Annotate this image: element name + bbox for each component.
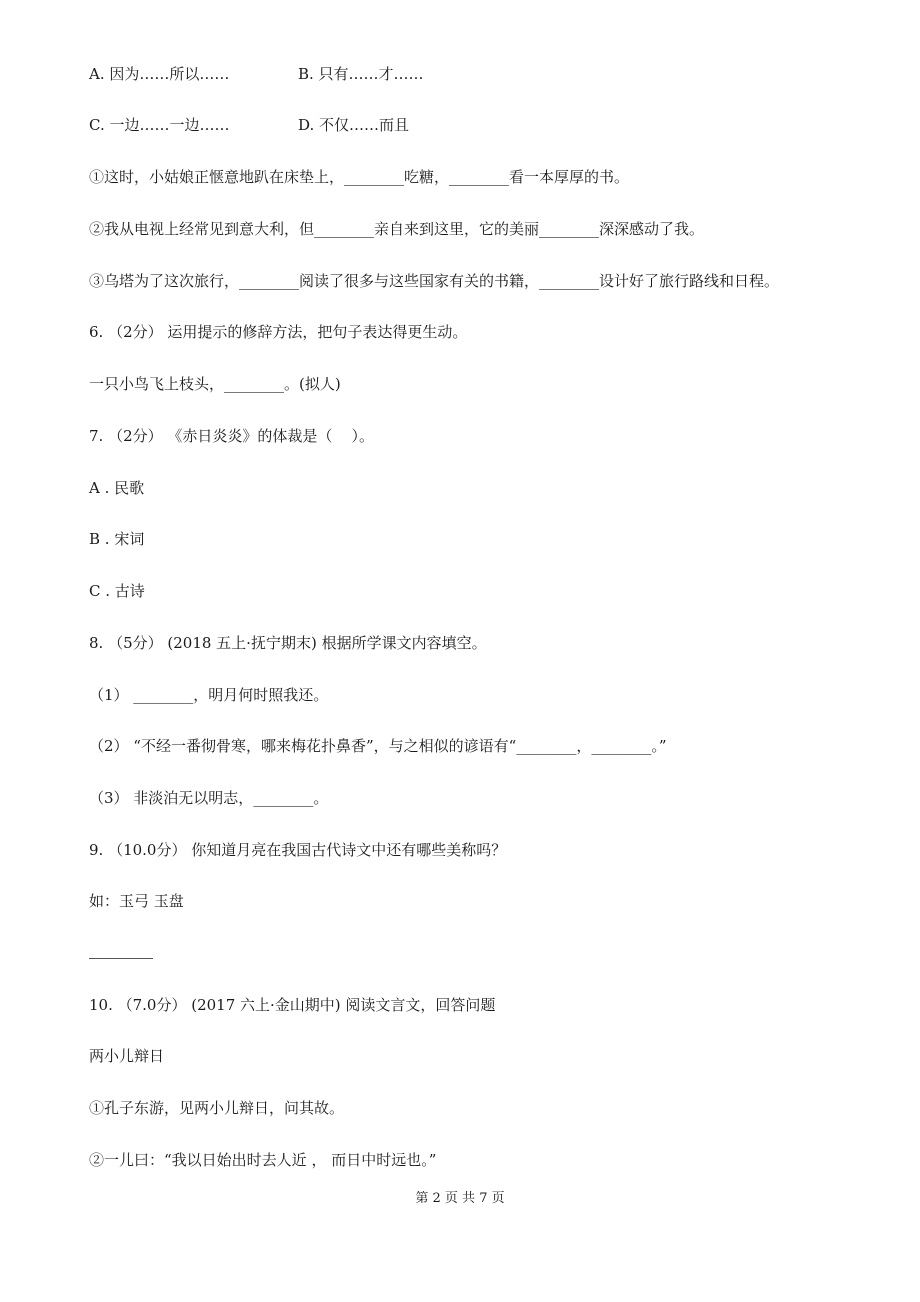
q8-item-2: （2） “不经一番彻骨寒，哪来梅花扑鼻香”，与之相似的谚语有“________，________。” xyxy=(89,737,667,755)
q8-item-1: （1） ________，明月何时照我还。 xyxy=(89,686,329,704)
q7-option-b: B . 宋词 xyxy=(89,530,145,548)
q5-option-b: B. 只有……才…… xyxy=(298,65,424,83)
answer-blank-line xyxy=(89,958,153,959)
q7-option-c: C . 古诗 xyxy=(89,582,145,600)
q5-sentence-3: ③乌塔为了这次旅行，________阅读了很多与这些国家有关的书籍，________设计好了旅行路线和日程。 xyxy=(89,272,780,290)
q8-item-3: （3） 非淡泊无以明志，________。 xyxy=(89,789,329,807)
q10-header: 10. （7.0分） (2017 六上·金山期中) 阅读文言文，回答问题 xyxy=(89,996,496,1014)
q5-sentence-2: ②我从电视上经常见到意大利，但________亲自来到这里，它的美丽________深深感动了我。 xyxy=(89,220,705,238)
q8-header: 8. （5分） (2018 五上·抚宁期末) 根据所学课文内容填空。 xyxy=(89,634,487,652)
q9-example: 如：玉弓 玉盘 xyxy=(89,892,184,910)
q5-sentence-1: ①这时，小姑娘正惬意地趴在床垫上，________吃糖，________看一本厚厚的书。 xyxy=(89,168,630,186)
q5-option-d: D. 不仅……而且 xyxy=(298,116,410,134)
q6-body: 一只小鸟飞上枝头，________。(拟人) xyxy=(89,375,341,393)
q5-option-a: A. 因为……所以…… xyxy=(89,65,230,83)
q9-header: 9. （10.0分） 你知道月亮在我国古代诗文中还有哪些美称吗？ xyxy=(89,841,507,859)
q7-header: 7. （2分） 《赤日炎炎》的体裁是（ ）。 xyxy=(89,427,374,445)
q10-title: 两小儿辩日 xyxy=(89,1047,165,1065)
q6-header: 6. （2分） 运用提示的修辞方法，把句子表达得更生动。 xyxy=(89,323,468,341)
q7-option-a: A . 民歌 xyxy=(89,479,145,497)
page-footer: 第 2 页 共 7 页 xyxy=(415,1191,505,1206)
q10-paragraph-1: ①孔子东游，见两小儿辩日，问其故。 xyxy=(89,1099,345,1117)
q5-option-c: C. 一边……一边…… xyxy=(89,116,230,134)
q10-paragraph-2: ②一儿曰：“我以日始出时去人近 ， 而日中时远也。” xyxy=(89,1151,437,1169)
